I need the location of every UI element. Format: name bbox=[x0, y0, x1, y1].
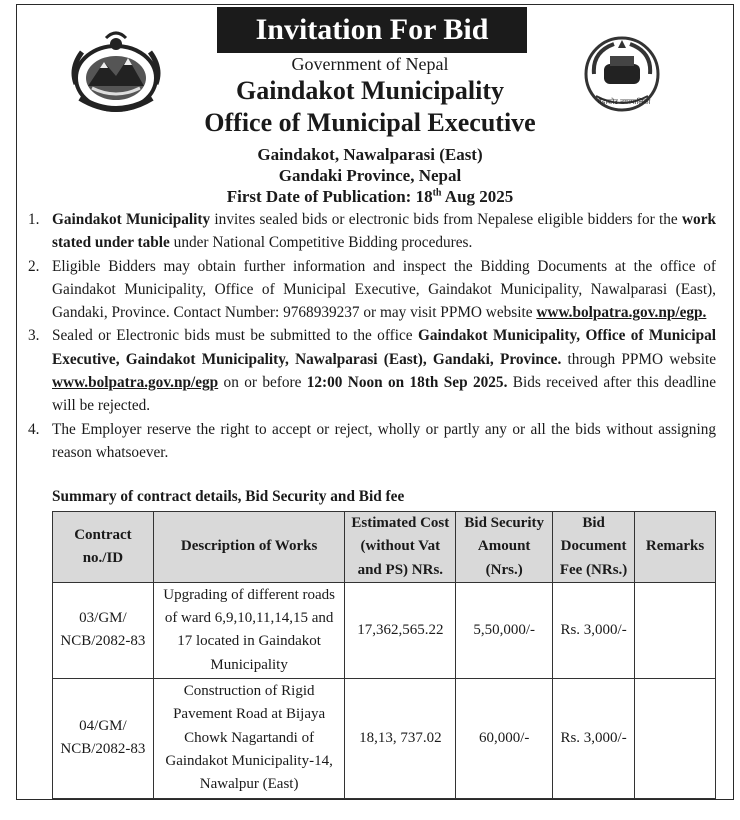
clause-text bbox=[52, 255, 716, 325]
clause-list bbox=[28, 208, 716, 464]
clause-text-run: through PPMO website bbox=[561, 350, 717, 368]
header-estimated-cost: Estimated Cost (without Vat and PS) NRs. bbox=[345, 512, 456, 583]
cell-document-fee: Rs. 3,000/- bbox=[553, 678, 635, 798]
clause-text bbox=[52, 418, 716, 465]
clause-item bbox=[28, 324, 716, 417]
clause-text-run: The Employer reserve the right to accept or reject, wholly or partly any or all the bids without assigning reason whatsoever. bbox=[52, 420, 716, 461]
clause-number: 2. bbox=[28, 257, 40, 275]
clause-text-run: on or before bbox=[218, 374, 307, 392]
website-link-text: www.bolpatra.gov.np/egp. bbox=[536, 304, 707, 322]
cell-bid-security: 5,50,000/- bbox=[456, 582, 553, 678]
clause-text-run: Gaindakot Municipality bbox=[52, 211, 211, 228]
clause-text-run: 12:00 Noon on 18th Sep 2025. bbox=[306, 374, 508, 392]
clause-text-run: Gaindakot Municipality, Office of Municipal Executive, Gaindakot Municipality, Nawalparasi (East), Gandaki, Province. bbox=[52, 327, 716, 368]
cell-remarks bbox=[635, 678, 716, 798]
clause-number: 4. bbox=[28, 420, 40, 438]
address-line-2: Gandaki Province, Nepal bbox=[278, 166, 462, 185]
website-link-text: www.bolpatra.gov.np/egp bbox=[52, 374, 219, 392]
clause-text-run: Sealed or Electronic bids must be submitted to the office bbox=[52, 327, 418, 345]
cell-bid-security: 60,000/- bbox=[456, 678, 553, 798]
cell-contract-id: 03/GM/ NCB/2082-83 bbox=[53, 582, 154, 678]
cell-contract-id: 04/GM/ NCB/2082-83 bbox=[53, 678, 154, 798]
clause-text-run: Bids received after this deadline will be rejected. bbox=[52, 374, 716, 415]
contract-summary-table bbox=[52, 511, 716, 799]
cell-document-fee: Rs. 3,000/- bbox=[553, 582, 635, 678]
government-heading: Government of Nepal bbox=[291, 54, 449, 74]
summary-heading: Summary of contract details, Bid Security and Bid fee bbox=[52, 488, 405, 505]
notice-title-banner: Invitation For Bid bbox=[217, 7, 527, 53]
cell-estimated-cost: 17,362,565.22 bbox=[345, 582, 456, 678]
cell-remarks bbox=[635, 582, 716, 678]
clause-text-run: work stated under table bbox=[52, 211, 716, 252]
address-line-1: Gaindakot, Nawalparasi (East) bbox=[257, 145, 483, 164]
publication-date: First Date of Publication: 18th Aug 2025 bbox=[226, 187, 514, 206]
header-description: Description of Works bbox=[153, 512, 345, 583]
header-bid-security: Bid Security Amount (Nrs.) bbox=[456, 512, 553, 583]
clause-text bbox=[52, 208, 716, 255]
clause-text-run: Eligible Bidders may obtain further information and inspect the Bidding Documents at the office of Gaindakot Municipality, Office of Municipal Executive, Gaindakot Municipality, Nawalparasi (East), Gandaki, Province. Contact Number: 9768939237 or may visit PPMO website bbox=[52, 257, 716, 322]
clause-number: 1. bbox=[28, 211, 40, 228]
clause-text bbox=[52, 324, 716, 417]
cell-estimated-cost: 18,13, 737.02 bbox=[345, 678, 456, 798]
table-header-row bbox=[53, 512, 716, 583]
office-heading: Office of Municipal Executive bbox=[204, 108, 536, 137]
clause-item bbox=[28, 418, 716, 465]
header-remarks: Remarks bbox=[635, 512, 716, 583]
header-contract-id: Contract no./ID bbox=[53, 512, 154, 583]
clause-number: 3. bbox=[28, 327, 40, 345]
clause-text-run: under National Competitive Bidding procedures. bbox=[169, 234, 473, 252]
clause-text-run: invites sealed bids or electronic bids from Nepalese eligible bidders for the bbox=[210, 211, 682, 228]
cell-description: Construction of Rigid Pavement Road at Bijaya Chowk Nagartandi of Gaindakot Municipality-14, Nawalpur (East) bbox=[153, 678, 345, 798]
clause-item bbox=[28, 208, 716, 255]
clause-item bbox=[28, 255, 716, 325]
cell-description: Upgrading of different roads of ward 6,9,10,11,14,15 and 17 located in Gaindakot Municipality bbox=[153, 582, 345, 678]
header-document-fee: Bid Document Fee (NRs.) bbox=[553, 512, 635, 583]
table-row bbox=[53, 678, 716, 798]
logo-caption: गैँडाकोट नगरपालिका bbox=[597, 98, 651, 106]
municipality-heading: Gaindakot Municipality bbox=[236, 76, 504, 105]
table-row bbox=[53, 582, 716, 678]
